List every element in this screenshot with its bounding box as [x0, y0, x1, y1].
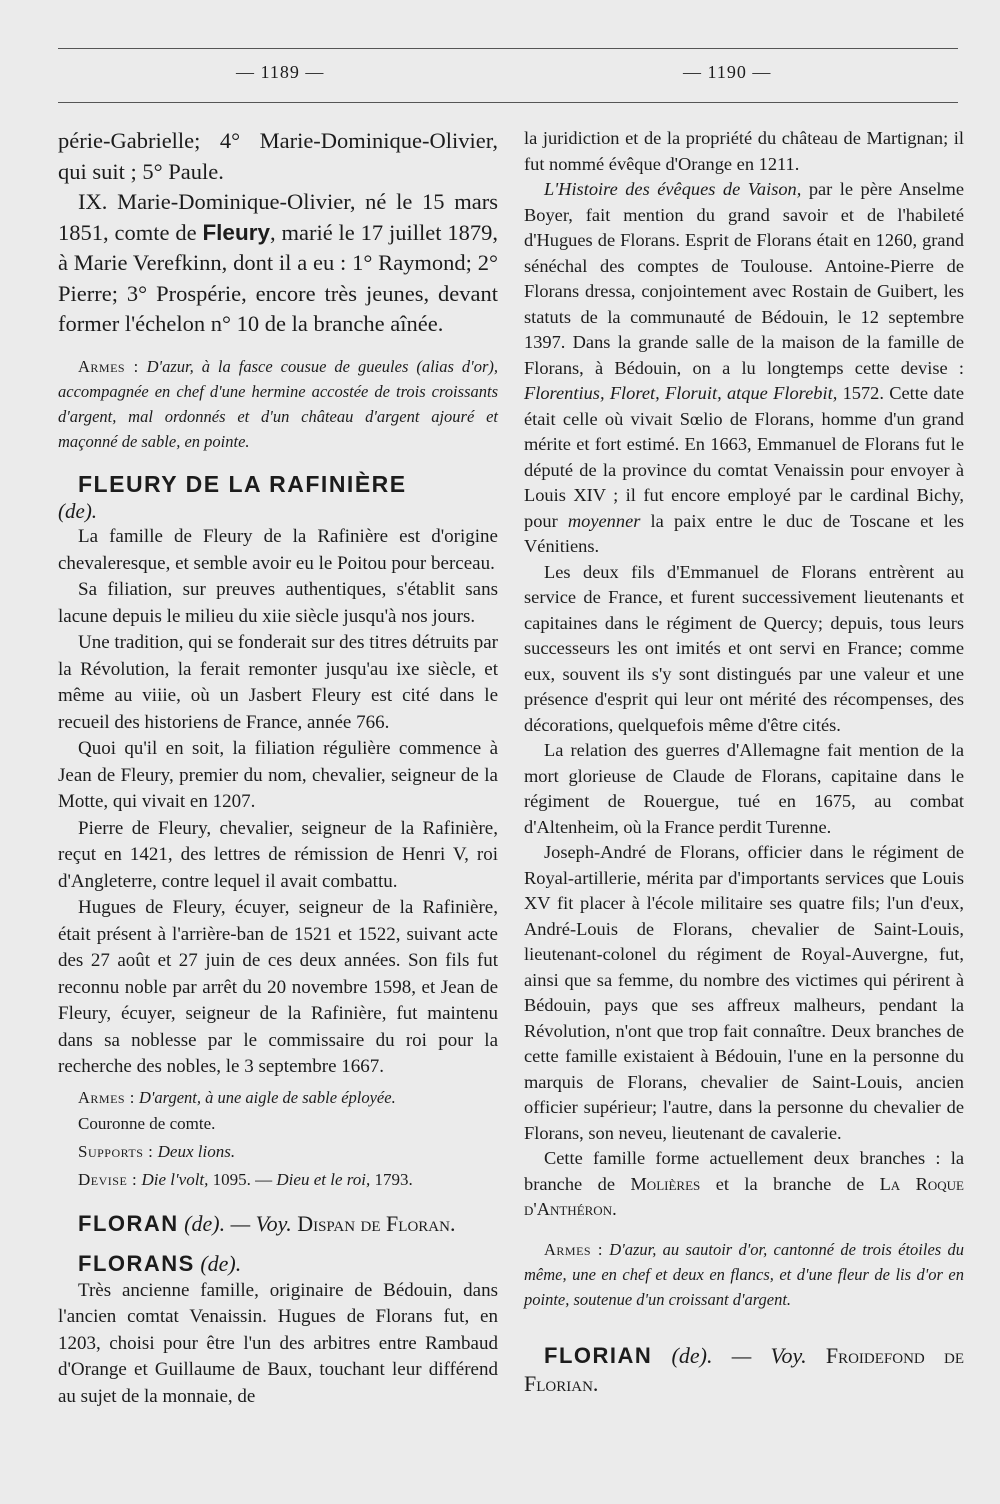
header-rule — [58, 102, 958, 103]
paragraph: la juridiction et de la propriété du château de Martignan; il fut nommé évêque d'Orange en 1211. — [524, 128, 964, 174]
arms-blazon: Armes : D'azur, au sautoir d'or, cantonné de trois étoiles du même, une en chef et deux en flancs, et d'une fleur de lis d'or en pointe, soutenue d'un croissant d'argent. — [524, 1239, 964, 1309]
left-page-number: — 1189 — — [236, 62, 325, 82]
arms-blazon: Armes : D'argent, à une aigle de sable éployée. — [78, 1087, 396, 1107]
paragraph: IX. Marie-Dominique-Olivier, né le 15 mars 1851, comte de Fleury, marié le 17 juillet 1879, à Marie Verefkinn, dont il a eu : 1° Raymond; 2° Pierre; 3° Prospérie, encore très jeunes, devant former l'échelon n° 10 de la branche aînée. — [58, 189, 498, 336]
crown-line: Couronne de comte. — [78, 1113, 216, 1133]
paragraph: Les deux fils d'Emmanuel de Florans entrèrent au service de France, et furent successivement lieutenants et capitaines dans le régiment de Quercy; depuis, tous leurs successeurs les ont imités et ont servi en France; comme eux, souvent ils s'y sont distingués par une valeur et une présence d'esprit qui leur ont mérité des récompenses, des décorations, quelquefois même d'être cités. — [524, 561, 964, 735]
right-column — [524, 126, 964, 1398]
paragraph: périe-Gabrielle; 4° Marie-Dominique-Olivier, qui suit ; 5° Paule. — [58, 128, 498, 184]
devise-line: Devise : Die l'volt, 1095. — Dieu et le roi, 1793. — [78, 1169, 413, 1189]
left-column — [58, 126, 498, 1410]
entry-title-floran: FLORAN (de). — Voy. Dispan de Floran. — [78, 1210, 456, 1236]
paragraph: Pierre de Fleury, chevalier, seigneur de la Rafinière, reçut en 1421, des lettres de rémission de Henri V, roi d'Angleterre, contre lequel il avait combattu. — [58, 817, 498, 892]
entry-title-florian: FLORIAN (de). — Voy. Froidefond de Florian. — [524, 1342, 965, 1396]
paragraph: Cette famille forme actuellement deux branches : la branche de Molières et la branche de La Roque d'Anthéron. — [524, 1148, 964, 1219]
entry-title-suffix: (de). — [58, 498, 98, 523]
right-page-number: — 1190 — — [683, 62, 772, 82]
paragraph: La famille de Fleury de la Rafinière est d'origine chevaleresque, et semble avoir eu le Poitou pour berceau. — [58, 526, 498, 574]
paragraph: Sa filiation, sur preuves authentiques, s'établit sans lacune depuis le milieu du xiie siècle jusqu'à nos jours. — [58, 579, 498, 627]
paragraph: Joseph-André de Florans, officier dans le régiment de Royal-artillerie, mérita par d'importants services que Louis XV fit placer à l'école militaire ses quatre fils; l'un d'eux, André-Louis de Florans, chevalier de Saint-Louis, lieutenant-colonel du régiment de Royal-Auvergne, fut, ainsi que sa femme, du nombre des victimes qui périrent à Bédouin, pays que ses affreux malheurs, pendant la Révolution, n'ont que trop fait connaître. Deux branches de cette famille existaient à Bédouin, l'une en la personne du marquis de Florans, chevalier de Saint-Louis, ancien officier supérieur; l'autre, dans la personne du chevalier de Florans, son neveu, lieutenant de cavalerie. — [524, 842, 964, 1143]
paragraph: L'Histoire des évêques de Vaison, par le père Anselme Boyer, fait mention du grand savoir et de l'habileté d'Hugues de Florans. Esprit de Florans était en 1260, grand sénéchal des comptes de Toulouse. Antoine-Pierre de Florans dressa, conjointement avec Rostain de Guibert, les statuts de la communauté de Bédouin, le 12 septembre 1397. Dans la grande salle de la maison de la famille de Florans, à Bédouin, on a lu longtemps cette devise : Florentius, Floret, Floruit, atque Florebit, 1572. Cette date était celle où vivait Sœlio de Florans, homme d'un grand mérite et fort estimé. En 1663, Emmanuel de Florans fut le député de la province du comtat Venaissin pour envoyer à Louis XIV ; il fut encore employé par le cardinal Bichy, pour moyenner la paix entre le duc de Toscane et les Vénitiens. — [524, 179, 965, 556]
paragraph: Quoi qu'il en soit, la filiation régulière commence à Jean de Fleury, premier du nom, chevalier, seigneur de la Motte, qui vivait en 1207. — [58, 738, 498, 812]
top-rule — [58, 48, 958, 49]
supports-line: Supports : Deux lions. — [78, 1141, 236, 1161]
entry-title-florans: FLORANS (de). — [78, 1250, 242, 1276]
paragraph: Une tradition, qui se fonderait sur des titres détruits par la Révolution, la ferait remonter jusqu'au ixe siècle, et même au viiie, où un Jasbert Fleury est cité dans le recueil des historiens de France, année 766. — [58, 632, 499, 733]
paragraph: La relation des guerres d'Allemagne fait mention de la mort glorieuse de Claude de Florans, capitaine dans le régiment de Rouergue, tué en 1675, au combat d'Altenheim, où la France perdit Turenne. — [524, 740, 964, 837]
paragraph: Très ancienne famille, originaire de Bédouin, dans l'ancien comtat Venaissin. Hugues de Florans fut, en 1203, choisi pour être l'un des arbitres entre Rambaud d'Orange et Guillaume de Baux, touchant leur différend au sujet de la monnaie, de — [58, 1279, 498, 1407]
arms-blazon: Armes : D'azur, à la fasce cousue de gueules (alias d'or), accompagnée en chef d'une hermine accostée de trois croissants d'argent, mal ordonnés et d'un château d'argent ajouré et maçonné de sable, en pointe. — [58, 356, 498, 451]
paragraph: Hugues de Fleury, écuyer, seigneur de la Rafinière, était présent à l'arrière-ban de 1521 et 1522, suivant acte des 27 août et 27 juin de ces deux années. Son fils fut reconnu noble par arrêt du 20 novembre 1598, et Jean de Fleury, écuyer, seigneur de la Rafinière, fut maintenu dans sa noblesse par le commissaire du roi pour la recherche des nobles, le 3 septembre 1667. — [58, 897, 498, 1077]
entry-title-fleury-de-la-rafiniere: FLEURY DE LA RAFINIÈRE — [78, 470, 407, 497]
